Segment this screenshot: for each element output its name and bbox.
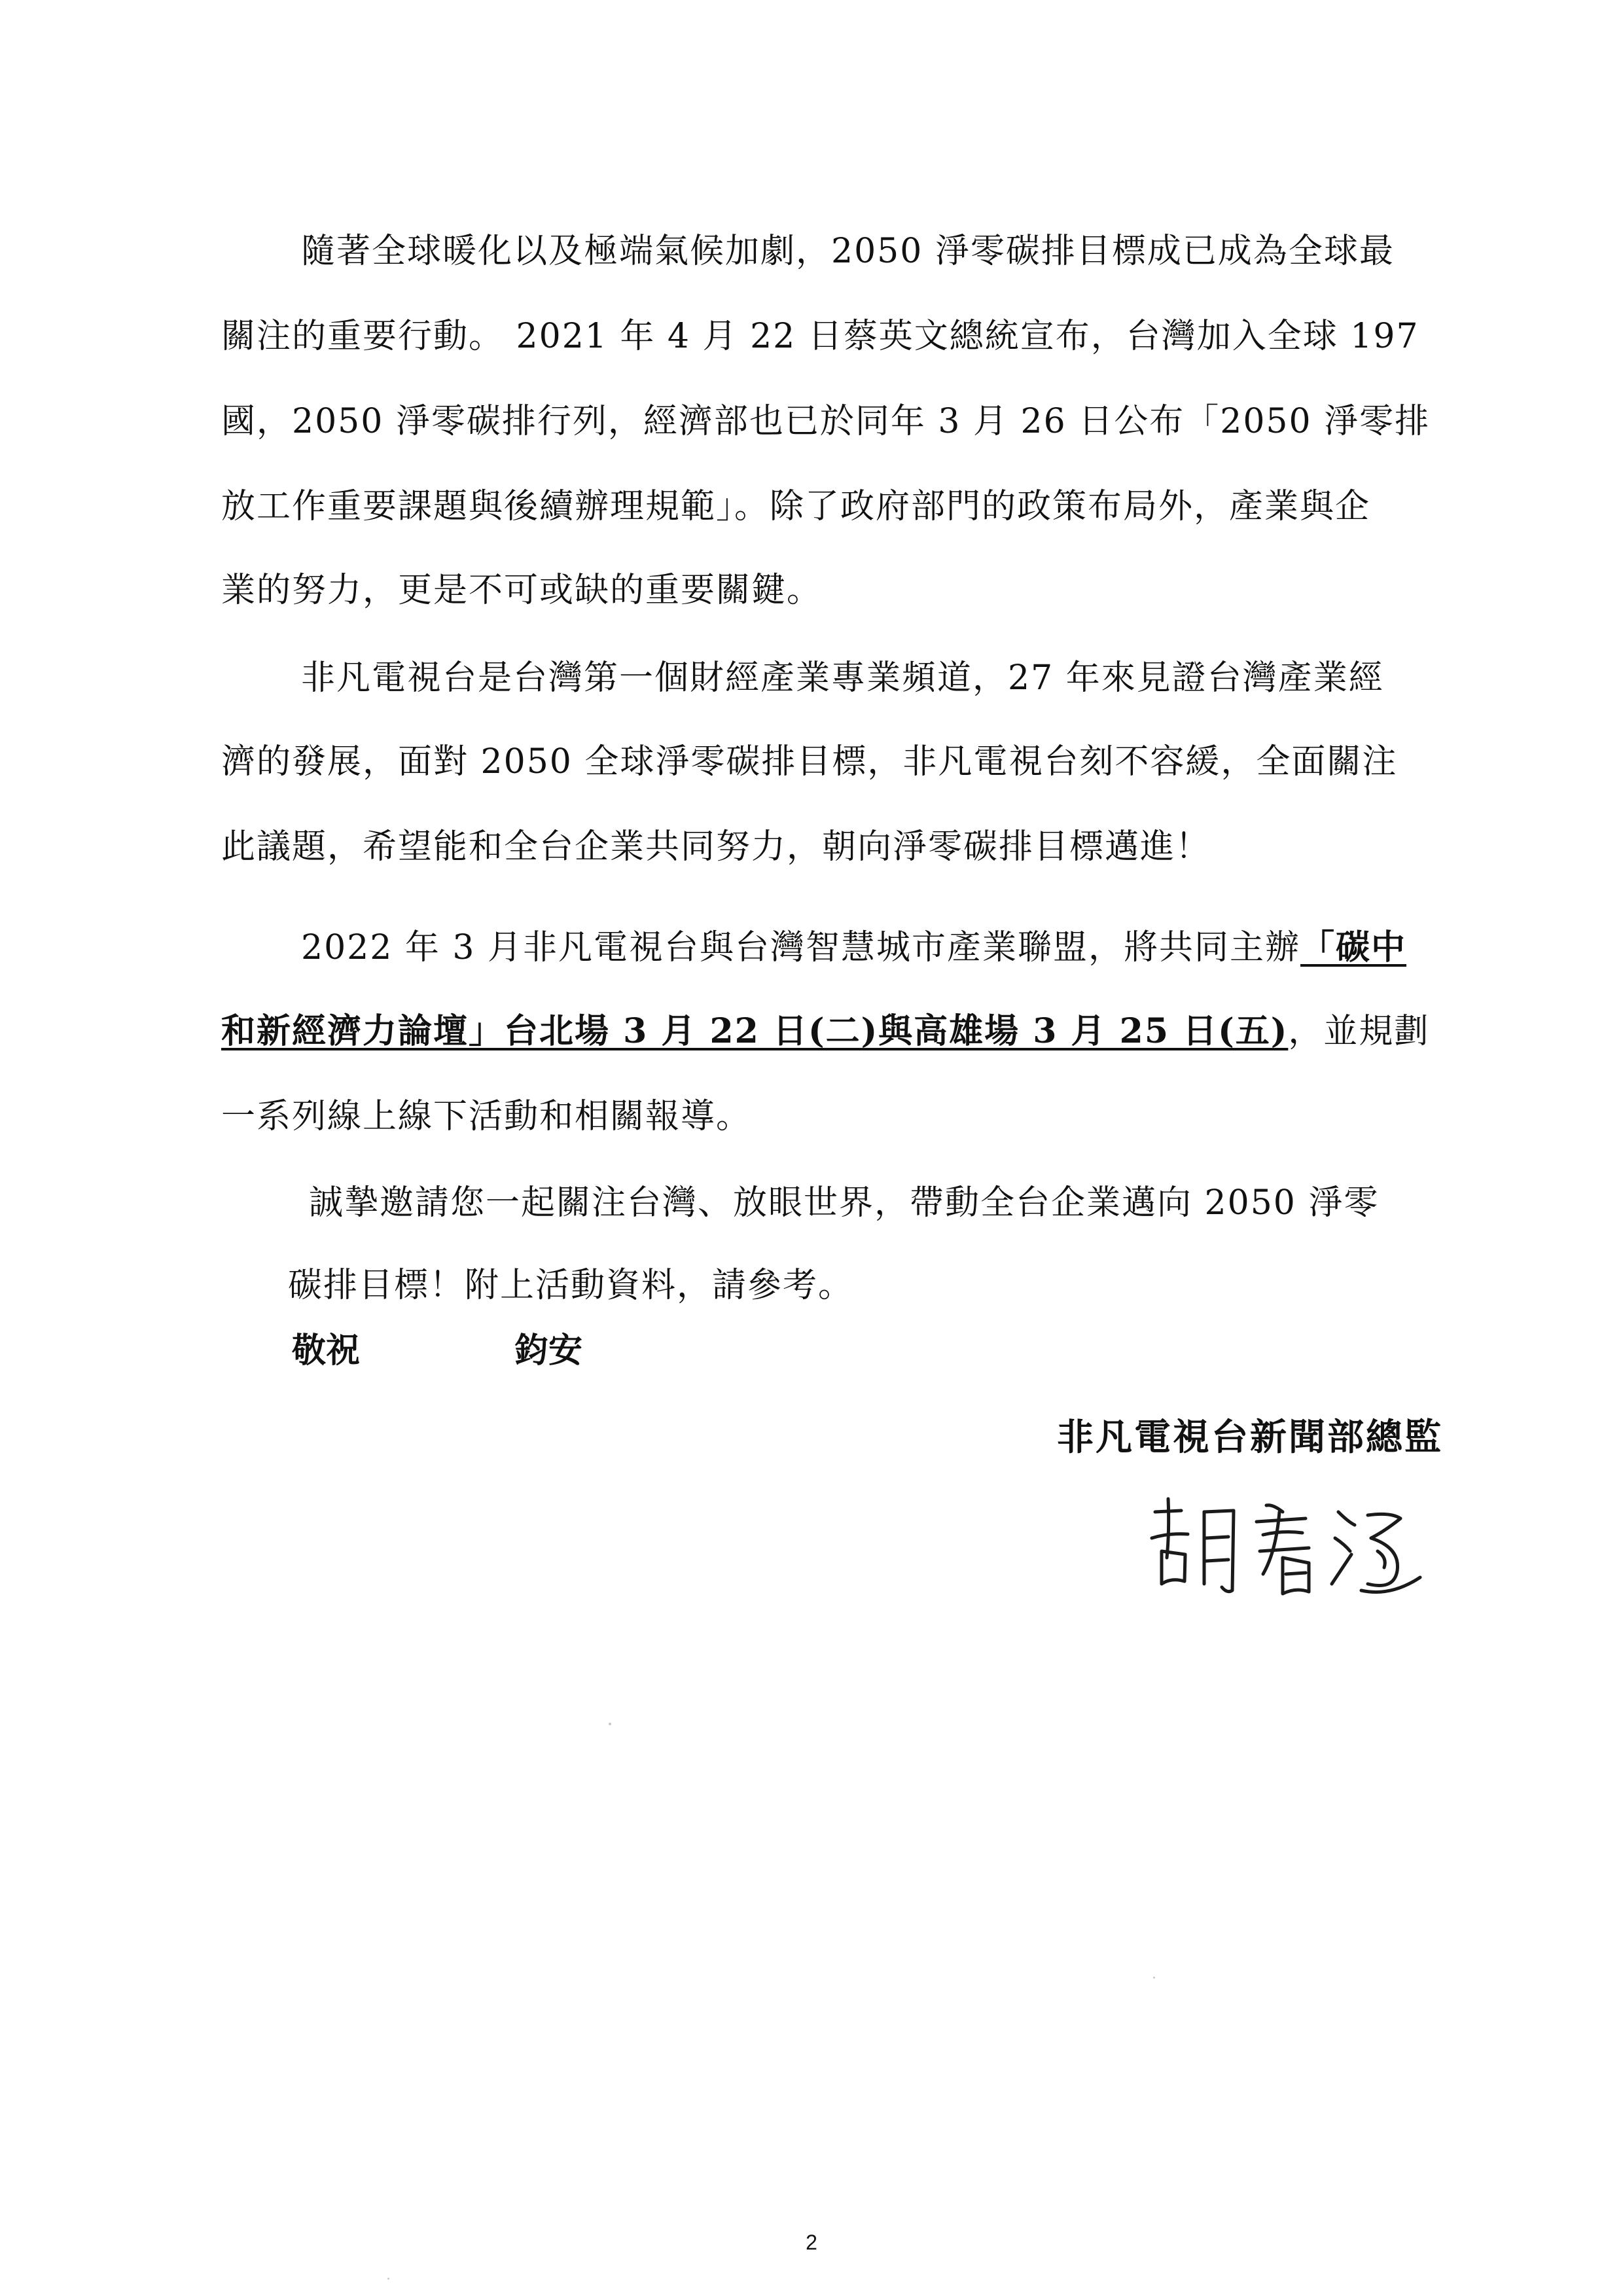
paragraph-3-line-2-text: ，並規劃: [1288, 1012, 1430, 1051]
paragraph-2-line-3: 此議題，希望能和全台企業共同努力，朝向淨零碳排目標邁進！: [221, 827, 1211, 867]
scan-speck: [609, 1723, 611, 1725]
paragraph-3-line-1-text: 2022 年 3 月非凡電視台與台灣智慧城市產業聯盟，將共同主辦: [301, 928, 1301, 967]
paragraph-1-line-4: 放工作重要課題與後續辦理規範」。除了政府部門的政策布局外，產業與企: [221, 487, 1371, 526]
scan-speck: [1153, 1977, 1155, 1979]
handwritten-signature: [1142, 1486, 1430, 1604]
paragraph-3-line-3: 一系列線上線下活動和相關報導。: [221, 1097, 752, 1136]
paragraph-1-line-3: 國，2050 淨零碳排行列，經濟部也已於同年 3 月 26 日公布「2050 淨零排: [221, 402, 1431, 441]
forum-title-and-dates: 和新經濟力論壇」台北場 3 月 22 日(二)與高雄場 3 月 25 日(五): [221, 1011, 1289, 1051]
closing-wish: 鈞安: [514, 1331, 583, 1371]
paragraph-3-line-1: [301, 927, 1407, 967]
paragraph-4-line-2: 碳排目標！附上活動資料，請參考。: [288, 1266, 854, 1305]
forum-title-start: 「碳中: [1300, 927, 1407, 967]
scan-speck: [387, 2278, 389, 2280]
sender-title: 非凡電視台新聞部總監: [1057, 1416, 1443, 1459]
paragraph-3-line-2: [221, 1011, 1430, 1051]
page-number: 2: [806, 2231, 817, 2254]
closing-salutation: 敬祝: [292, 1331, 361, 1371]
paragraph-1-line-2: 關注的重要行動。 2021 年 4 月 22 日蔡英文總統宣布，台灣加入全球 197: [221, 317, 1419, 356]
paragraph-1-line-5: 業的努力，更是不可或缺的重要關鍵。: [221, 571, 823, 610]
paragraph-2-line-2: 濟的發展，面對 2050 全球淨零碳排目標，非凡電視台刻不容緩，全面關注: [221, 742, 1398, 781]
paragraph-2-line-1: 非凡電視台是台灣第一個財經產業專業頻道，27 年來見證台灣產業經: [301, 658, 1384, 698]
paragraph-1-line-1: 隨著全球暖化以及極端氣候加劇，2050 淨零碳排目標成已成為全球最: [301, 232, 1395, 271]
paragraph-4-line-1: 誠摯邀請您一起關注台灣、放眼世界，帶動全台企業邁向 2050 淨零: [309, 1183, 1380, 1223]
